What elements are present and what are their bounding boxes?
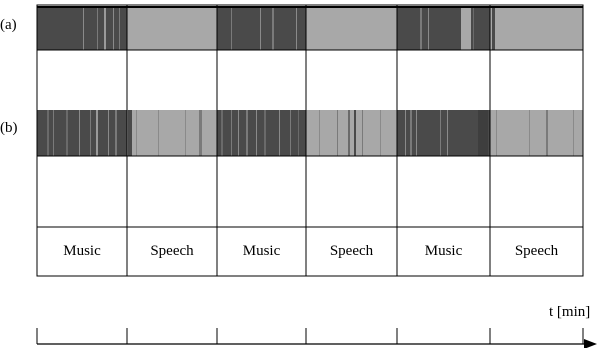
band-b-stripe [185, 110, 186, 156]
band-b-stripe [380, 110, 381, 156]
band-b-stripe [256, 110, 257, 156]
band-b-stripe [136, 110, 137, 156]
band-b-stripe [238, 110, 239, 156]
band-a-music-segment [397, 7, 490, 50]
segment-label-music: Music [63, 243, 101, 259]
band-b-stripe [199, 110, 202, 156]
band-a-stripe [104, 7, 106, 50]
band-b-music-segment [37, 110, 127, 156]
segment-label-speech: Speech [329, 243, 374, 259]
band-b-stripe [405, 110, 406, 156]
band-a-stripe [461, 7, 471, 50]
segment-label-speech: Speech [514, 243, 559, 259]
band-b-stripe [546, 110, 548, 156]
band-b-stripe [348, 110, 350, 156]
band-b-music-segment [217, 110, 306, 156]
band-b-stripe [221, 110, 223, 156]
band-a-speech-segment [127, 7, 217, 50]
row-label-a: (a) [0, 17, 17, 33]
band-b-stripe [290, 110, 291, 156]
band-a-stripe [296, 7, 297, 50]
band-b-stripe [529, 110, 530, 156]
band-b-stripe [66, 110, 68, 156]
segment-label-music: Music [242, 243, 281, 259]
band-a-stripe [260, 7, 261, 50]
band-a-stripe [473, 7, 474, 50]
band-a-stripe [119, 7, 120, 50]
band-b-stripe [416, 110, 417, 156]
band-b-stripe [298, 110, 299, 156]
band-b-stripe [246, 110, 248, 156]
band-b-speech-segment [127, 110, 217, 156]
band-b-stripe [319, 110, 320, 156]
time-axis [37, 328, 597, 348]
band-a-stripe [428, 7, 429, 50]
band-a-music-segment [217, 7, 306, 50]
band-b-stripe [496, 110, 497, 156]
band-b-stripe [573, 110, 574, 156]
row-label-b: (b) [0, 120, 18, 136]
band-a-stripe [113, 7, 114, 50]
band-b-stripe [354, 110, 356, 156]
band-a-stripe [97, 7, 98, 50]
band-b-stripe [108, 110, 109, 156]
band-b-stripe [79, 110, 80, 156]
band-b-stripe [128, 110, 132, 156]
band-b-stripe [264, 110, 266, 156]
band-a-stripe [231, 7, 232, 50]
band-a-speech-segment [490, 7, 583, 50]
band-a-speech-segment [306, 7, 397, 50]
band-a-stripe [420, 7, 422, 50]
band-b-stripe [362, 110, 363, 156]
band-a-stripe [83, 7, 84, 50]
band-a-stripe [492, 7, 495, 50]
band-b-stripe [447, 110, 448, 156]
classification-band-a [37, 7, 583, 50]
band-b-stripe [279, 110, 280, 156]
band-b-stripe [337, 110, 338, 156]
band-b-stripe [158, 110, 159, 156]
band-b-stripe [231, 110, 232, 156]
segment-label-speech: Speech [150, 243, 194, 259]
classification-band-b [37, 110, 583, 156]
band-a-stripe [272, 7, 274, 50]
band-b-stripe [115, 110, 117, 156]
band-b-stripe [47, 110, 49, 156]
time-axis-arrowhead [584, 339, 597, 348]
band-b-speech-segment [490, 110, 583, 156]
band-b-stripe [90, 110, 91, 156]
band-b-stripe [96, 110, 98, 156]
band-b-stripe [53, 110, 54, 156]
segment-label-music: Music [424, 243, 463, 259]
band-b-stripe [478, 110, 488, 156]
band-b-stripe [410, 110, 412, 156]
time-axis-label: t [min] [549, 304, 591, 320]
band-b-stripe [440, 110, 441, 156]
